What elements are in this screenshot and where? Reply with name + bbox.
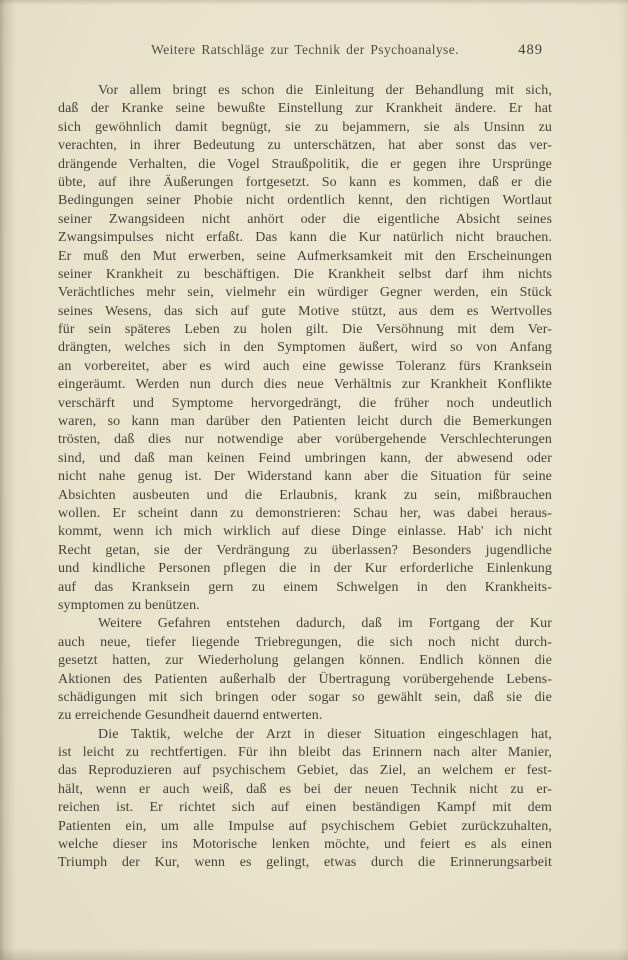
text-line: Die Taktik, welche der Arzt in dieser Situation eingeschlagen hat, <box>98 726 552 742</box>
text-line: das Reproduzieren auf psychischem Gebiet, das Ziel, an welchem er fest- <box>58 763 552 779</box>
page-body <box>58 82 552 873</box>
text-line: Patienten ein, um alle Impulse auf psychischem Gebiet zurückzuhalten, <box>58 818 552 834</box>
text-line: Absichten ausbeuten und die Erlaubnis, krank zu sein, mißbrauchen <box>58 487 552 503</box>
text-line: nicht nahe genug ist. Der Widerstand kann aber die Situation für seine <box>58 469 552 485</box>
text-line: Triumph der Kur, wenn es gelingt, etwas durch die Erinnerungsarbeit <box>58 855 552 871</box>
text-line: sich gewöhnlich damit begnügt, sie zu bejammern, sie als Unsinn zu <box>58 119 552 135</box>
text-line: verachten, in ihrer Bedeutung zu unterschätzen, hat aber sonst das ver- <box>58 138 552 154</box>
text-line: und kindliche Personen pflegen die in der Kur erforderliche Einlenkung <box>58 561 552 577</box>
text-line: Aktionen des Patienten außerhalb der Übertragung vorübergehende Lebens- <box>58 671 552 687</box>
text-line: Verächtliches mehr sein, vielmehr ein würdiger Gegner werden, ein Stück <box>58 285 552 301</box>
text-line: seiner Zwangsideen nicht anhört oder die eigentliche Absicht seines <box>58 211 552 227</box>
running-header-title: Weitere Ratschläge zur Technik der Psychoanalyse. <box>151 42 459 57</box>
text-line: kommt, wenn ich mich wirklich auf diese Dinge einlasse. Hab' ich nicht <box>58 524 552 540</box>
text-line: Zwangsimpulses nicht erfaßt. Das kann die Kur natürlich nicht brauchen. <box>58 230 552 246</box>
text-line: welche dieser ins Motorische lenken möchte, und feiert es als einen <box>58 837 552 853</box>
text-line: Bedingungen seiner Phobie nicht ordentlich kennt, den richtigen Wortlaut <box>58 193 552 209</box>
text-line: trösten, daß dies nur notwendige aber vorübergehende Verschlechterungen <box>58 432 552 448</box>
paragraph <box>58 615 552 725</box>
text-line: sind, und daß man keinen Feind umbringen kann, der abwesend oder <box>58 450 552 466</box>
text-line: verschärft und Symptome hervorgedrängt, die früher noch undeutlich <box>58 395 552 411</box>
page-number: 489 <box>518 42 543 58</box>
text-line: hält, wenn er auch weiß, daß es bei der neuen Technik nicht zu er- <box>58 781 552 797</box>
running-header <box>58 42 552 62</box>
text-line: symptomen zu benützen. <box>58 597 200 613</box>
text-line: reichen ist. Er richtet sich auf einen beständigen Kampf mit dem <box>58 800 552 816</box>
text-line: drängten, welches sich in den Symptomen äußert, wird so von Anfang <box>58 340 552 356</box>
text-line: Weitere Gefahren entstehen dadurch, daß im Fortgang der Kur <box>98 616 552 632</box>
text-line: schädigungen mit sich bringen oder sogar so gewählt sein, daß sie die <box>58 689 552 705</box>
text-line: daß der Kranke seine bewußte Einstellung zur Krankheit ändere. Er hat <box>58 101 552 117</box>
text-line: eingeräumt. Werden nun durch dies neue Verhältnis zur Krankheit Konflikte <box>58 377 552 393</box>
text-line: Er muß den Mut erwerben, seine Aufmerksamkeit mit den Erscheinungen <box>58 248 552 264</box>
text-line: waren, so kann man darüber den Patienten leicht durch die Bemerkungen <box>58 414 552 430</box>
text-line: drängende Verhalten, die Vogel Straußpolitik, die er gegen ihre Ursprünge <box>58 156 552 172</box>
text-line: ist leicht zu rechtfertigen. Für ihn bleibt das Erinnern nach alter Manier, <box>58 745 552 761</box>
text-line: an vorbereitet, aber es wird auch eine gewisse Toleranz fürs Kranksein <box>58 358 552 374</box>
text-line: Recht getan, sie der Verdrängung zu überlassen? Besonders jugendliche <box>58 542 552 558</box>
text-line: gesetzt hatten, zur Wiederholung gelangen können. Endlich können die <box>58 653 552 669</box>
text-line: zu erreichende Gesundheit dauernd entwerten. <box>58 708 323 724</box>
text-line: auch neue, tiefer liegende Triebregungen, die sich noch nicht durch- <box>58 634 552 650</box>
paragraph <box>58 726 552 873</box>
text-line: seines Wesens, das sich auf gute Motive stützt, aus dem es Wertvolles <box>58 303 552 319</box>
paragraph <box>58 82 552 615</box>
text-line: für sein späteres Leben zu holen gilt. Die Versöhnung mit dem Ver- <box>58 322 552 338</box>
text-line: Vor allem bringt es schon die Einleitung der Behandlung mit sich, <box>98 83 552 98</box>
text-line: wollen. Er scheint dann zu demonstrieren: Schau her, was dabei heraus- <box>58 505 552 521</box>
text-line: auf das Kranksein gern zu einem Schwelgen in den Krankheits- <box>58 579 552 595</box>
text-line: seiner Krankheit zu beschäftigen. Die Krankheit selbst darf ihm nichts <box>58 266 552 282</box>
text-line: übte, auf ihre Äußerungen fortgesetzt. So kann es kommen, daß er die <box>58 174 552 190</box>
